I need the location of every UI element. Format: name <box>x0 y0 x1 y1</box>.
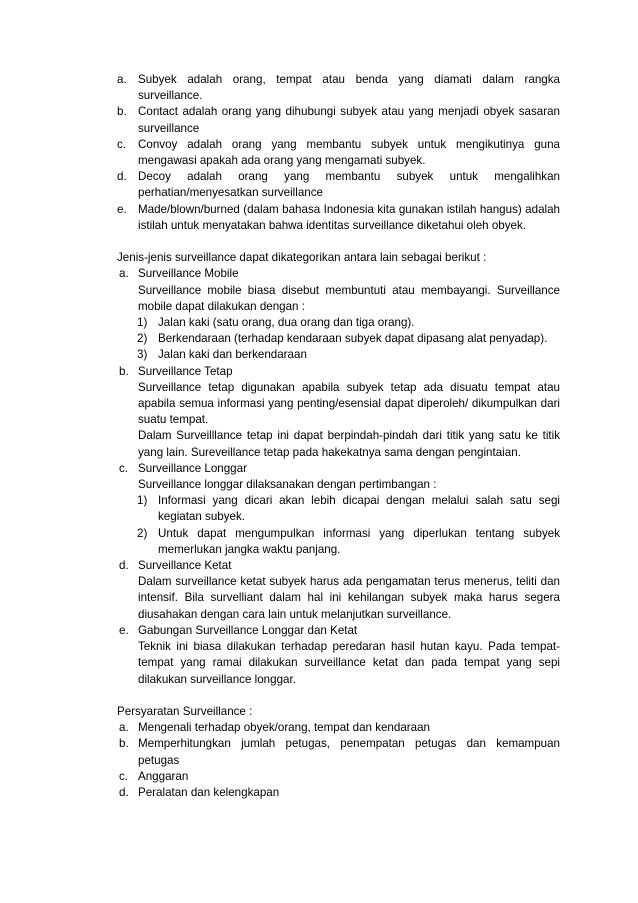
list-item <box>117 364 560 461</box>
type-title: Gabungan Surveillance Longgar dan Ketat <box>138 623 358 637</box>
type-title: Surveillance Ketat <box>138 559 232 573</box>
type-block <box>138 623 560 688</box>
list-marker: b. <box>119 364 129 378</box>
list-item <box>117 202 560 234</box>
sub-list-text: Berkendaraan (terhadap kendaraan subyek dapat dipasang alat penyadap). <box>158 332 548 346</box>
list-marker: c. <box>117 137 127 151</box>
list-item <box>117 461 560 493</box>
spacer <box>117 234 560 250</box>
list-item <box>117 266 560 315</box>
list-item <box>117 558 560 623</box>
definitions-list <box>117 72 560 234</box>
type-block <box>138 266 560 315</box>
type-body: Dalam Surveilllance tetap ini dapat berpindah-pindah dari titik yang satu ke titik yang lain. Sureveillance tetap pada hakekatnya sama dengan pengintaian. <box>138 429 560 459</box>
types-list <box>117 266 560 687</box>
list-text: Subyek adalah orang, tempat atau benda yang diamati dalam rangka surveillance. <box>138 73 560 103</box>
list-marker: a. <box>119 267 129 281</box>
type-body: Surveillance tetap digunakan apabila subyek tetap ada disuatu tempat atau apabila semua informasi yang penting/esensial dapat diperoleh/ dikumpulkan dari suatu tempat. <box>138 380 560 427</box>
sub-list-item <box>137 331 560 347</box>
list-marker: d. <box>119 559 129 573</box>
sub-list-text: Jalan kaki (satu orang, dua orang dan tiga orang). <box>158 316 415 330</box>
requirements-list <box>117 720 560 801</box>
sub-list-marker: 2) <box>137 526 148 540</box>
list-text: Convoy adalah orang yang membantu subyek untuk mengikutinya guna mengawasi apakah ada orang yang mengamati subyek. <box>138 137 560 168</box>
sub-list-text: Jalan kaki dan berkendaraan <box>158 348 307 362</box>
list-item <box>117 137 560 169</box>
type-body: Dalam surveillance ketat subyek harus ada pengamatan terus menerus, teliti dan intensif. Bila survelliant dalam hal ini kehilangan subyek maka harus segera diusahakan dengan cara lain untuk melanjutkan surveillance. <box>138 575 560 621</box>
sub-list-marker: 1) <box>137 316 148 330</box>
sub-list-item <box>137 526 560 558</box>
list-text: Contact adalah orang yang dihubungi subyek atau yang menjadi obyek sasaran surveillance <box>138 105 560 135</box>
list-marker: b. <box>119 737 129 751</box>
sub-list-text: Untuk dapat mengumpulkan informasi yang diperlukan tentang subyek memerlukan jangka waktu panjang. <box>158 526 560 556</box>
sub-list <box>117 315 560 364</box>
list-text: Decoy adalah orang yang membantu subyek untuk mengalihkan perhatian/menyesatkan surveillance <box>138 170 560 200</box>
sub-list-text: Informasi yang dicari akan lebih dicapai dengan melalui salah satu segi kegiatan subyek. <box>158 494 560 524</box>
sub-list-marker: 2) <box>137 332 148 346</box>
sub-list-marker: 1) <box>137 494 148 508</box>
type-body: Surveillance mobile biasa disebut membuntuti atau membayangi. Surveillance mobile dapat dilakukan dengan : <box>138 283 560 313</box>
list-item <box>117 623 560 688</box>
sub-list-item <box>137 493 560 525</box>
type-body: Surveillance longgar dilaksanakan dengan pertimbangan : <box>138 478 437 492</box>
list-marker: e. <box>117 202 127 216</box>
sub-list-marker: 3) <box>137 348 148 362</box>
list-marker: d. <box>119 785 129 799</box>
list-item <box>117 104 560 136</box>
list-item <box>117 169 560 201</box>
list-item <box>117 736 560 768</box>
document-page <box>117 72 560 801</box>
list-item <box>117 769 560 785</box>
list-marker: d. <box>117 170 127 184</box>
list-item <box>117 72 560 104</box>
types-intro: Jenis-jenis surveillance dapat dikategorikan antara lain sebagai berikut : <box>117 251 487 265</box>
requirements-intro: Persyaratan Surveillance : <box>117 704 253 718</box>
sub-list-item <box>137 315 560 331</box>
list-marker: c. <box>119 769 129 783</box>
list-marker: b. <box>117 105 127 119</box>
sub-list <box>117 493 560 558</box>
sub-list-item <box>137 347 560 363</box>
type-title: Surveillance Mobile <box>138 267 239 281</box>
list-text: Anggaran <box>138 769 189 783</box>
list-text: Made/blown/burned (dalam bahasa Indonesia kita gunakan istilah hangus) adalah istilah untuk menyatakan bahwa identitas surveillance diketahui oleh obyek. <box>138 202 560 232</box>
spacer <box>117 688 560 704</box>
type-block <box>138 461 560 493</box>
list-text: Mengenali terhadap obyek/orang, tempat dan kendaraan <box>138 721 430 735</box>
list-text: Memperhitungkan jumlah petugas, penempatan petugas dan kemampuan petugas <box>138 737 560 767</box>
type-title: Surveillance Longgar <box>138 461 247 475</box>
type-title: Surveillance Tetap <box>138 364 233 378</box>
type-block <box>138 558 560 623</box>
list-item <box>117 720 560 736</box>
type-block <box>138 364 560 461</box>
list-marker: e. <box>119 623 129 637</box>
list-item <box>117 785 560 801</box>
list-marker: a. <box>119 721 129 735</box>
list-marker: a. <box>117 73 127 86</box>
type-body: Teknik ini biasa dilakukan terhadap peredaran hasil hutan kayu. Pada tempat-tempat yang ramai dilakukan surveillance ketat dan pada tempat yang sepi dilakukan surveillance longgar. <box>138 640 560 686</box>
list-marker: c. <box>119 461 129 475</box>
list-text: Peralatan dan kelengkapan <box>138 785 280 799</box>
